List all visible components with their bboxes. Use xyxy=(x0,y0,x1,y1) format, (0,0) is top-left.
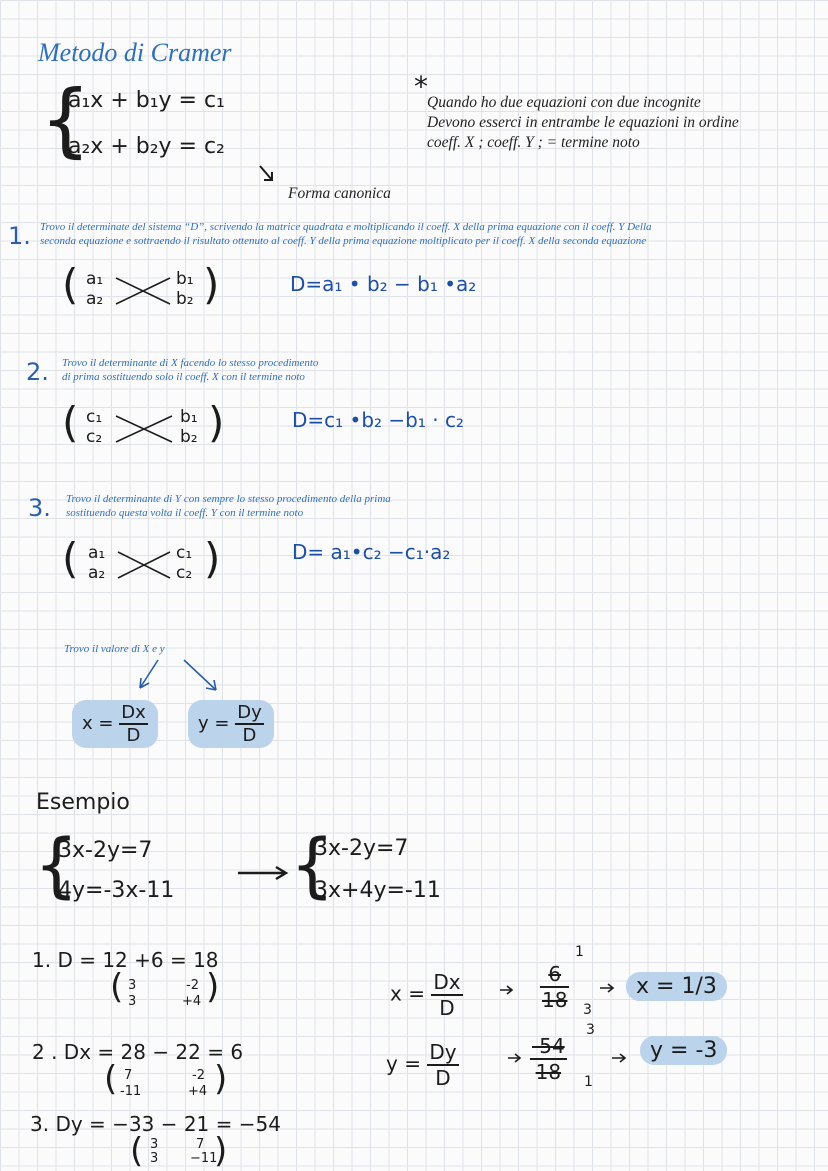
example-dy-matrix-br: −11 xyxy=(190,1151,218,1166)
step1-matrix-close: ) xyxy=(203,260,220,309)
system-label: Forma canonica xyxy=(288,185,391,202)
example-dx-line: 2 . Dx = 28 − 22 = 6 xyxy=(32,1040,244,1064)
example-dx-matrix-tr: -2 xyxy=(192,1068,205,1083)
y-formula-fraction xyxy=(235,702,264,746)
step1-matrix-tl: a₁ xyxy=(86,269,104,289)
step2-number: 2. xyxy=(26,358,49,386)
example-y-calc-fraction xyxy=(427,1040,458,1090)
split-arrows-icon xyxy=(132,656,232,696)
x-formula-num: Dx xyxy=(121,702,146,723)
step2-text xyxy=(62,356,318,384)
example-system-a-eq1: 3x-2y=7 xyxy=(58,838,153,863)
step1-number: 1. xyxy=(8,222,31,250)
example-x-frac-den: 18 xyxy=(542,988,568,1012)
example-y-cancel-top: 3 xyxy=(586,1022,595,1038)
example-system-b-eq2: 3x+4y=-11 xyxy=(314,878,441,903)
step3-matrix-tl: a₁ xyxy=(88,543,106,563)
step1-text xyxy=(40,220,825,248)
example-d-matrix-br: +4 xyxy=(182,994,202,1009)
example-d-matrix-open: ( xyxy=(110,967,124,1007)
step2-matrix-close: ) xyxy=(208,398,225,447)
note-line-1: Quando ho due equazioni con due incognite xyxy=(427,94,701,111)
step3-matrix-bl: a₂ xyxy=(88,563,106,583)
step3-text-line2: sostituendo questa volta il coeff. Y con il termine noto xyxy=(66,507,304,519)
values-label: Trovo il valore di X e y xyxy=(64,643,165,655)
example-system-b-eq1: 3x-2y=7 xyxy=(314,836,409,861)
step3-matrix-open: ( xyxy=(62,534,79,583)
example-dy-matrix-tl: 3 xyxy=(150,1137,159,1152)
example-d-matrix-tr: -2 xyxy=(186,978,199,993)
example-y-calc-num: Dy xyxy=(429,1040,457,1064)
step3-matrix-br: c₂ xyxy=(176,563,193,583)
arrow-right-icon xyxy=(236,864,292,882)
y-formula-lhs: y = xyxy=(198,713,230,734)
step1-matrix-br: b₂ xyxy=(176,289,194,309)
step1-text-line1: Trovo il determinate del sistema “D”, scrivendo la matrice quadrata e moltiplicando il coeff. X della prima equazione con il coeff. Y Della xyxy=(40,221,652,233)
step2-text-line1: Trovo il determinante di X facendo lo stesso procedimento xyxy=(62,357,319,369)
step1-matrix-bl: a₂ xyxy=(86,289,104,309)
step2-matrix-bl: c₂ xyxy=(86,427,103,447)
step2-cross-icon xyxy=(112,410,176,448)
example-y-frac xyxy=(530,1034,567,1084)
example-y-frac-den: 18 xyxy=(535,1060,562,1084)
step3-text xyxy=(66,492,391,520)
example-d-matrix-tl: 3 xyxy=(128,978,137,993)
step1-matrix-open: ( xyxy=(62,260,79,309)
example-x-cancel-top: 1 xyxy=(575,944,584,960)
example-x-frac xyxy=(540,962,569,1012)
note-line-2: Devono esserci in entrambe le equazioni in ordine xyxy=(427,114,739,131)
example-dy-matrix-open: ( xyxy=(130,1131,144,1171)
arrow-right-small-icon xyxy=(610,1052,630,1064)
example-x-calc-fraction xyxy=(431,970,462,1020)
example-d-matrix-bl: 3 xyxy=(128,994,137,1009)
example-x-frac-num: 6 xyxy=(540,962,569,988)
example-y-calc xyxy=(386,1040,459,1090)
arrow-right-small-icon xyxy=(506,1052,524,1064)
x-formula xyxy=(72,700,158,748)
step2-matrix-open: ( xyxy=(62,398,79,447)
step2-text-line2: di prima sostituendo solo il coeff. X con il termine noto xyxy=(62,371,305,383)
example-dy-matrix-close: ) xyxy=(214,1131,228,1171)
example-y-cancel-bot: 1 xyxy=(584,1074,593,1090)
example-y-result: y = -3 xyxy=(640,1036,727,1065)
system-eq2: a₂x + b₂y = c₂ xyxy=(68,134,225,159)
x-formula-fraction xyxy=(119,702,148,746)
step2-formula: D=c₁ •b₂ −b₁ · c₂ xyxy=(292,408,464,432)
y-formula xyxy=(188,700,274,748)
example-dy-matrix-tr: 7 xyxy=(196,1137,205,1152)
star-icon: * xyxy=(414,70,428,103)
example-dy-matrix-bl: 3 xyxy=(150,1151,159,1166)
step1-text-line2: seconda equazione e sottraendo il risultato ottenuto al coeff. Y della prima equazione moltiplicato per il coeff. X della seconda equazione xyxy=(40,235,647,247)
arrow-right-small-icon xyxy=(498,984,516,996)
example-title: Esempio xyxy=(36,790,130,815)
page-title: Metodo di Cramer xyxy=(38,38,232,67)
example-dx-matrix-br: +4 xyxy=(188,1084,208,1099)
arrow-down-right-icon xyxy=(258,164,278,186)
step2-matrix-tl: c₁ xyxy=(86,407,103,427)
step3-number: 3. xyxy=(28,494,51,522)
example-y-calc-den: D xyxy=(435,1066,451,1090)
example-d-line: 1. D = 12 +6 = 18 xyxy=(32,948,219,972)
example-dx-matrix-close: ) xyxy=(214,1059,228,1099)
example-dx-matrix-open: ( xyxy=(104,1059,118,1099)
step3-cross-icon xyxy=(114,546,174,584)
system-brace: { xyxy=(40,73,91,166)
note-line-3: coeff. X ; coeff. Y ; = termine noto xyxy=(427,134,640,151)
step1-formula: D=a₁ • b₂ − b₁ •a₂ xyxy=(290,272,477,296)
example-dx-matrix-bl: -11 xyxy=(120,1084,142,1099)
example-system-a-brace: { xyxy=(34,824,79,906)
example-x-calc-lhs: x = xyxy=(390,981,425,1006)
arrow-right-small-icon xyxy=(598,982,618,994)
y-formula-num: Dy xyxy=(237,702,262,723)
example-system-b-brace: { xyxy=(290,824,335,906)
example-system-a-eq2: 4y=-3x-11 xyxy=(58,878,175,903)
x-formula-lhs: x = xyxy=(82,713,114,734)
step3-matrix-close: ) xyxy=(204,534,221,583)
example-dx-matrix-tl: 7 xyxy=(124,1068,133,1083)
step2-matrix-tr: b₁ xyxy=(180,407,198,427)
step3-matrix-tr: c₁ xyxy=(176,543,193,563)
example-d-matrix-close: ) xyxy=(206,967,220,1007)
x-formula-den: D xyxy=(126,725,141,746)
example-x-cancel-bot: 3 xyxy=(583,1002,592,1018)
example-x-result: x = 1/3 xyxy=(626,972,727,1001)
step1-cross-icon xyxy=(112,272,174,310)
step3-text-line1: Trovo il determinante di Y con sempre lo stesso procedimento della prima xyxy=(66,493,391,505)
step3-formula: D= a₁•c₂ −c₁·a₂ xyxy=(292,540,451,564)
example-x-calc xyxy=(390,970,463,1020)
example-y-fraction xyxy=(530,1034,567,1084)
step2-matrix-br: b₂ xyxy=(180,427,198,447)
system-eq1: a₁x + b₁y = c₁ xyxy=(68,88,225,113)
note-text xyxy=(427,93,739,153)
example-dy-line: 3. Dy = −33 − 21 = −54 xyxy=(30,1112,281,1136)
example-x-calc-num: Dx xyxy=(433,970,461,994)
step1-matrix-tr: b₁ xyxy=(176,269,194,289)
example-y-calc-lhs: y = xyxy=(386,1051,421,1076)
y-formula-den: D xyxy=(242,725,257,746)
example-y-frac-num: -54 xyxy=(532,1034,565,1058)
example-x-fraction xyxy=(540,962,569,1012)
example-x-calc-den: D xyxy=(439,996,455,1020)
